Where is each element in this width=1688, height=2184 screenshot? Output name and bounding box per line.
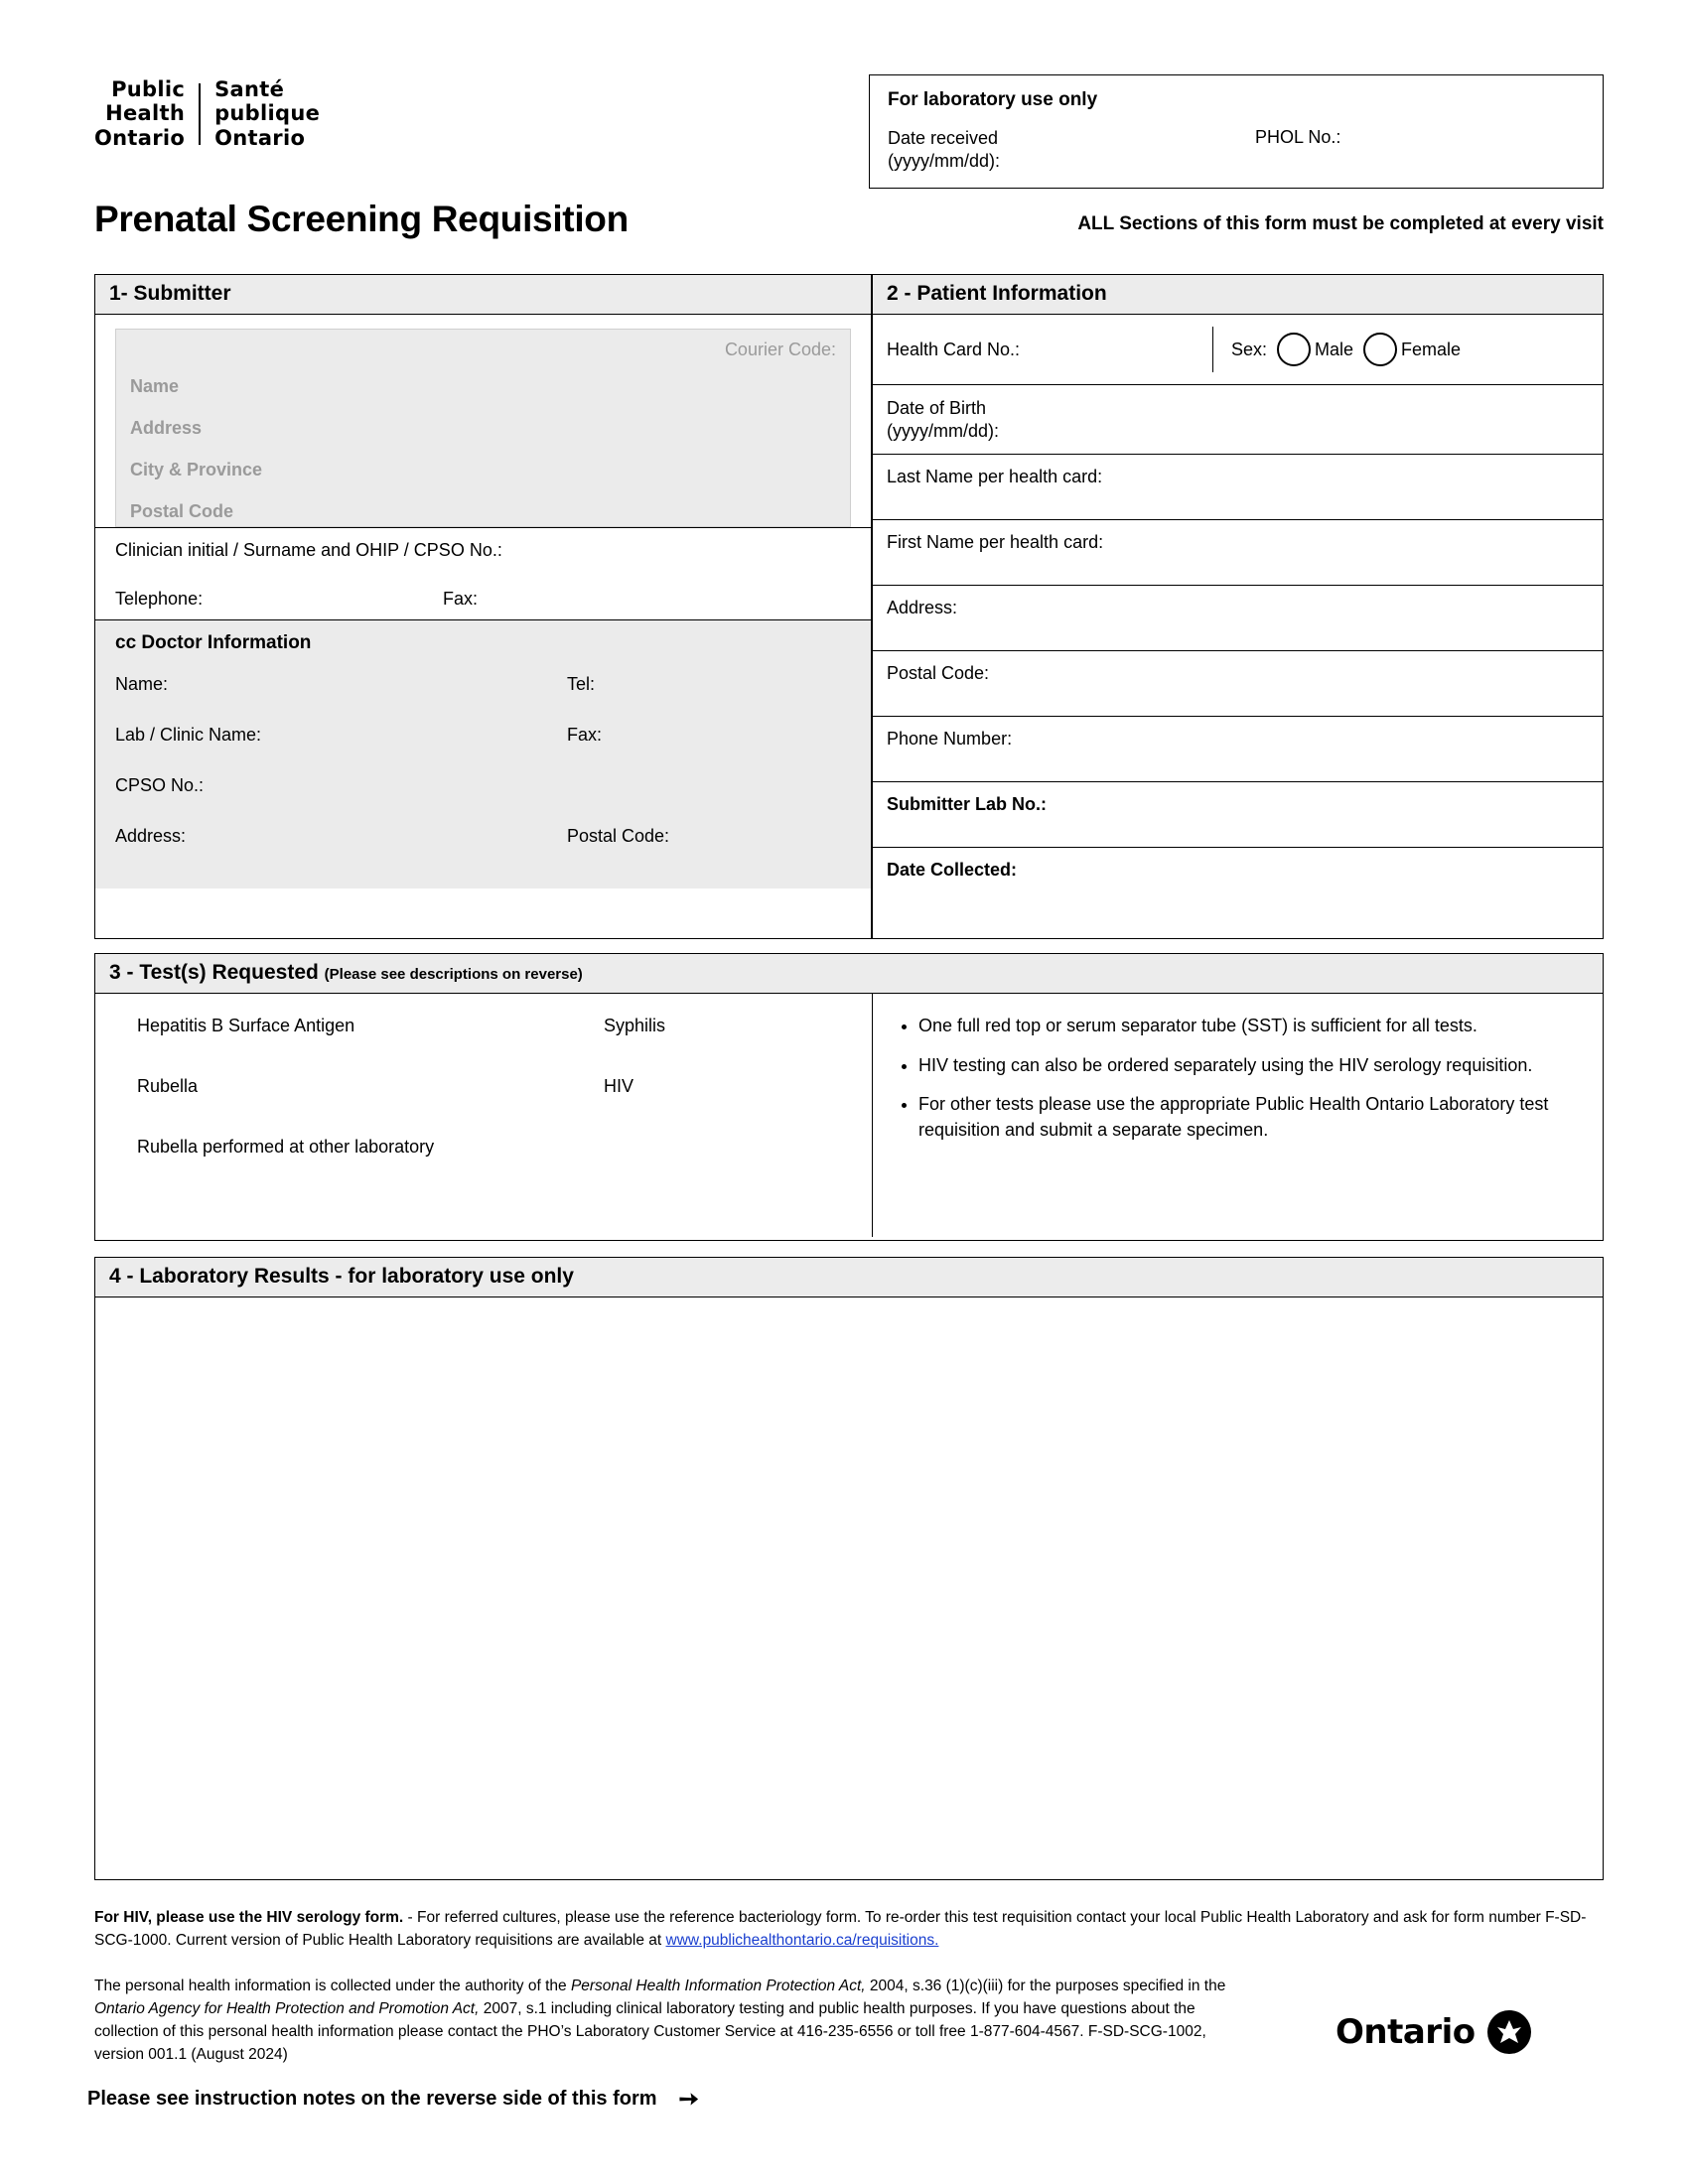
test-row[interactable] <box>137 1137 872 1158</box>
cc-postal-code-label[interactable]: Postal Code: <box>567 826 670 846</box>
submitter-address-block[interactable] <box>115 329 851 527</box>
clinician-telephone-label: Telephone: <box>115 589 204 609</box>
oahpp-act-name: Ontario Agency for Health Protection and Promotion Act, <box>94 1999 480 2017</box>
arrow-right-icon: ➙ <box>678 2086 699 2113</box>
clinician-label: Clinician initial / Surname and OHIP / CPSO No.: <box>115 540 502 560</box>
lab-results-write-area[interactable] <box>95 1297 1603 1868</box>
health-card-label: Health Card No.: <box>887 339 1021 359</box>
logo-line-public: Public <box>111 77 186 101</box>
patient-postal-code-label: Postal Code: <box>887 663 990 683</box>
cc-lab-clinic-label[interactable]: Lab / Clinic Name: <box>115 725 262 745</box>
patient-address-label: Address: <box>887 598 958 617</box>
section-lab-results-heading: 4 - Laboratory Results - for laboratory use only <box>95 1258 1603 1297</box>
clinician-fax-label: Fax: <box>443 589 479 609</box>
submitter-city-province-placeholder: City & Province <box>130 460 263 479</box>
ontario-wordmark <box>1336 2010 1531 2054</box>
pho-logo <box>94 77 320 150</box>
date-received-label: Date received <box>888 128 999 148</box>
courier-code-label: Courier Code: <box>724 340 836 359</box>
last-name-row[interactable] <box>873 455 1603 520</box>
section-patient-information <box>872 274 1604 939</box>
date-received-format: (yyyy/mm/dd): <box>888 150 1001 171</box>
last-name-label: Last Name per health card: <box>887 467 1103 486</box>
logo-line-publique: publique <box>214 101 321 126</box>
sex-selector[interactable] <box>1212 327 1461 372</box>
footer-hiv-note-bold: For HIV, please use the HIV serology form. <box>94 1909 404 1926</box>
footer-paragraph-2 <box>94 1975 1236 2067</box>
date-of-birth-row[interactable] <box>873 385 1603 455</box>
patient-phone-label: Phone Number: <box>887 729 1013 749</box>
logo-line-health: Health <box>105 101 186 126</box>
patient-address-row[interactable] <box>873 586 1603 651</box>
health-card-row[interactable] <box>873 315 1603 385</box>
section-tests-heading <box>95 954 1603 994</box>
section-laboratory-results <box>94 1257 1604 1880</box>
pho-logo-french <box>201 77 320 150</box>
privacy-text-c: 2007, s.1 including clinical laboratory testing and public health purposes. If you have questions about the collection of this personal health information please contact the PHO’s Laboratory Customer Service at 416-235-6556 or toll free 1-877-604-4567. F-SD-SCG-1002, version 001.1 (August 2024) <box>94 1999 1206 2064</box>
sex-female-label: Female <box>1401 339 1462 359</box>
pho-logo-english <box>94 77 199 150</box>
date-received-field[interactable] <box>888 127 1255 172</box>
cc-address-label[interactable]: Address: <box>115 826 187 846</box>
section-patient-heading: 2 - Patient Information <box>873 275 1603 315</box>
title-row <box>94 199 1604 240</box>
cc-fax-label[interactable]: Fax: <box>567 725 603 745</box>
page-header <box>94 77 1604 197</box>
sex-male-radio[interactable] <box>1277 333 1311 366</box>
test-note-item: • HIV testing can also be ordered separately using the HIV serology requisition. <box>918 1053 1573 1079</box>
test-rubella-label: Rubella <box>137 1076 199 1096</box>
trillium-icon <box>1487 2010 1531 2054</box>
section-tests-heading-sub: (Please see descriptions on reverse) <box>324 966 583 983</box>
submitter-address-placeholder: Address <box>130 418 203 438</box>
sex-female-radio[interactable] <box>1363 333 1397 366</box>
test-hiv-label: HIV <box>604 1076 634 1096</box>
test-row[interactable] <box>137 1016 872 1036</box>
phol-no-field[interactable] <box>1255 127 1340 172</box>
footer-paragraph-1 <box>94 1906 1604 1953</box>
first-name-label: First Name per health card: <box>887 532 1104 552</box>
section-tests-requested <box>94 953 1604 1241</box>
test-hepatitis-b-label: Hepatitis B Surface Antigen <box>137 1016 355 1035</box>
dob-label: Date of Birth <box>887 398 987 418</box>
lab-use-only-box <box>869 74 1604 189</box>
tests-notes <box>873 994 1603 1237</box>
patient-phone-row[interactable] <box>873 717 1603 782</box>
requisitions-link[interactable]: www.publichealthontario.ca/requisitions. <box>665 1932 939 1950</box>
sex-label: Sex: <box>1231 339 1268 359</box>
reverse-side-instruction-text: Please see instruction notes on the reverse side of this form <box>87 2088 657 2110</box>
cc-doctor-title: cc Doctor Information <box>115 632 312 653</box>
tests-list <box>95 994 873 1237</box>
submitter-name-placeholder: Name <box>130 376 180 396</box>
all-sections-note: ALL Sections of this form must be completed at every visit <box>1077 213 1604 234</box>
logo-line-ontario-fr: Ontario <box>214 125 306 150</box>
privacy-text-b: 2004, s.36 (1)(c)(iii) for the purposes specified in the <box>865 1977 1226 1994</box>
test-rubella-other-lab-label: Rubella performed at other laboratory <box>137 1137 435 1157</box>
first-name-row[interactable] <box>873 520 1603 586</box>
test-row[interactable] <box>137 1076 872 1097</box>
cc-cpso-label[interactable]: CPSO No.: <box>115 775 205 795</box>
submitter-lab-no-row[interactable] <box>873 782 1603 848</box>
dob-format: (yyyy/mm/dd): <box>887 420 1000 441</box>
submitter-lab-no-label: Submitter Lab No.: <box>887 794 1047 814</box>
test-syphilis-label: Syphilis <box>604 1016 666 1035</box>
cc-doctor-block <box>95 620 871 888</box>
lab-use-title: For laboratory use only <box>888 89 1098 110</box>
clinician-block[interactable] <box>95 527 871 620</box>
section-tests-heading-text: 3 - Test(s) Requested <box>109 961 319 984</box>
date-collected-row[interactable] <box>873 848 1603 913</box>
phipa-act-name: Personal Health Information Protection Act, <box>570 1977 866 1994</box>
cc-tel-label[interactable]: Tel: <box>567 674 596 694</box>
logo-line-sante: Santé <box>214 77 285 101</box>
reverse-side-instruction <box>87 2085 699 2114</box>
sex-male-label: Male <box>1315 339 1354 359</box>
page-title: Prenatal Screening Requisition <box>94 199 629 239</box>
test-note-item: • For other tests please use the appropriate Public Health Ontario Laboratory test requisition and submit a separate specimen. <box>918 1092 1573 1143</box>
date-collected-label: Date Collected: <box>887 860 1018 880</box>
submitter-postal-code-placeholder: Postal Code <box>130 501 234 521</box>
test-note-item: • One full red top or serum separator tube (SST) is sufficient for all tests. <box>918 1014 1573 1039</box>
section-submitter <box>94 274 872 939</box>
privacy-text-a: The personal health information is collected under the authority of the <box>94 1977 571 1994</box>
ontario-wordmark-text: Ontario <box>1336 2012 1476 2052</box>
logo-line-ontario: Ontario <box>94 125 186 150</box>
section-submitter-heading: 1- Submitter <box>95 275 871 315</box>
footer-hiv-note-rest: - For referred cultures, please use the reference bacteriology form. To re-order this test requisition contact your local Public Health Laboratory and ask for form number F-SD-SCG-1000. Current version of Public Health Laboratory requisitions are available at <box>94 1909 1587 1950</box>
cc-name-label[interactable]: Name: <box>115 674 169 694</box>
phol-no-label: PHOL No.: <box>1255 127 1341 147</box>
patient-postal-code-row[interactable] <box>873 651 1603 717</box>
